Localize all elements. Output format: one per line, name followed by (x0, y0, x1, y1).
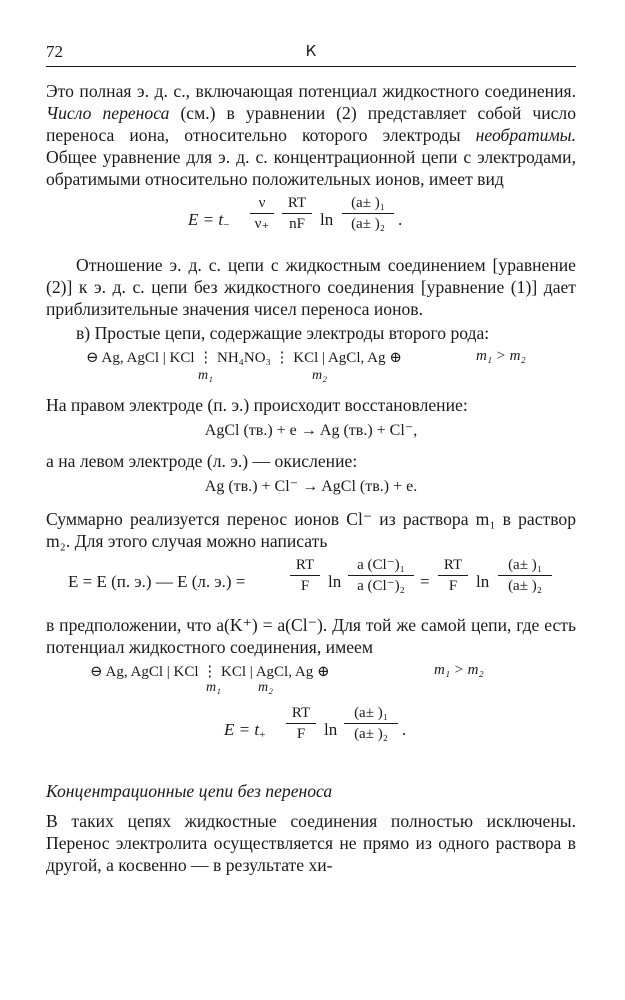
paragraph-right-electrode: На правом электроде (п. э.) происходит восстановление: (46, 395, 468, 415)
page-number: 72 (46, 42, 63, 61)
page-header (46, 40, 576, 67)
equation-2: E = E (п. э.) — E (л. э.) = RT F ln a (Cl⁻)₁ a (Cl⁻)₂ = RT F ln (a± )₁ (a± )₂ (46, 552, 576, 614)
fraction-nu: ν ν₊ (250, 194, 274, 233)
paragraph-emf: Это полная э. д. с., включающая потенциал жидкостного соединения. Число переноса (см.) в уравнении (2) представляет собой число переноса иона, относительно которого электроды необратимы. Общее уравнение для э. д. с. концентрационной цепи с электродами, обратимыми относительно положительных ионов, имеет вид (46, 81, 576, 189)
section-title: Концентрационные цепи без переноса (46, 781, 333, 801)
cell-scheme-2: ⊖ Ag, AgCl | KCl ⋮ KCl | AgCl, Ag ⊕ m₁ > m₂ m₁ m₂ (90, 662, 484, 695)
term-irreversible: необратимы. (475, 125, 576, 145)
equation-1: $E = t_-$ ν ν₊ RT nF ln (a± )₁ (a± )₂ . (188, 195, 403, 232)
paragraph-transfer: Суммарно реализуется перенос ионов Cl⁻ из раствора m₁ в раствор m₂. Для этого случая можно написать (46, 509, 576, 551)
fraction-activity: (a± )₁ (a± )₂ (342, 194, 394, 233)
paragraph-simple-cells: в) Простые цепи, содержащие электроды второго рода: (76, 323, 490, 343)
reaction-oxidation: Ag (тв.) + Cl⁻ → AgCl (тв.) + e. (204, 478, 418, 495)
term-transference-number: Число переноса (46, 103, 170, 123)
paragraph-assumption: в предположении, что a(K⁺) = a(Cl⁻). Для той же самой цепи, где есть потенциал жидкостного соединения, имеем (46, 615, 576, 657)
reaction-reduction: AgCl (тв.) + e → Ag (тв.) + Cl⁻, (204, 422, 418, 439)
cell-scheme-1: ⊖ Ag, AgCl | KCl ⋮ NH₄NO₃ ⋮ KCl | AgCl, Ag ⊕ m₁ > m₂ m₁ m₂ (86, 348, 526, 383)
paragraph-no-transfer: В таких цепях жидкостные соединения полностью исключены. Перенос электролита осуществляется не прямо из одного раствора в другой, а косвенно — в результате хи- (46, 811, 576, 875)
fraction-rt-nf: RT nF (282, 194, 312, 233)
page-body (46, 80, 576, 876)
paragraph-left-electrode: а на левом электроде (л. э.) — окисление: (46, 451, 358, 471)
running-head: К (305, 42, 317, 60)
equation-3: $E = t_+$ RT F ln (a± )₁ (a± )₂ . (224, 705, 407, 742)
paragraph-ratio: Отношение э. д. с. цепи с жидкостным соединением [уравнение (2)] к э. д. с. цепи без жидкостного соединения [уравнение (1)] дает приблизительные значения чисел переноса ионов. (46, 255, 576, 319)
